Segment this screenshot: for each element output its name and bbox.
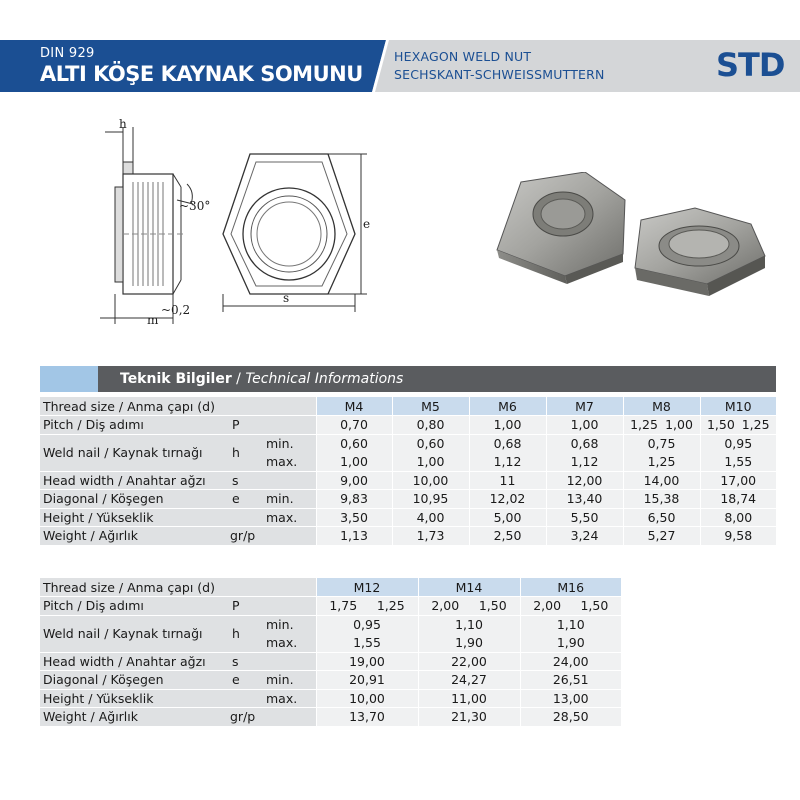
- spec-table-2: [40, 578, 621, 727]
- table-row-pitch: [40, 597, 621, 616]
- value-cell: 5,00: [469, 508, 546, 527]
- table-row-pitch: [40, 416, 776, 435]
- row-modifier: min.: [262, 490, 316, 509]
- standard-code: DIN 929: [40, 46, 95, 61]
- label-tolerance: ~0,2: [161, 303, 191, 317]
- value-cell: 13,00: [520, 689, 621, 708]
- size-cell: M12: [316, 578, 418, 597]
- value-cell: 20,91: [316, 671, 418, 690]
- row-modifier: min. max.: [262, 615, 316, 652]
- value-cell: 1,73: [392, 527, 469, 546]
- value-cell: 1,50 1,25: [700, 416, 776, 435]
- row-symbol: P: [226, 597, 262, 616]
- value-cell: 0,95 1,55: [316, 615, 418, 652]
- row-label: Thread size / Anma çapı (d): [40, 397, 316, 416]
- row-symbol: e: [226, 671, 262, 690]
- value-cell: 0,68 1,12: [469, 434, 546, 471]
- value-cell: 3,24: [546, 527, 623, 546]
- table-row-head-width: [40, 652, 621, 671]
- title-english: HEXAGON WELD NUT: [394, 49, 532, 64]
- value-cell: 1,25 1,00: [623, 416, 700, 435]
- value-cell: 0,60 1,00: [392, 434, 469, 471]
- table-row-weight: [40, 708, 621, 727]
- row-label: Diagonal / Köşegen: [40, 490, 226, 509]
- row-symbol: h: [226, 615, 262, 652]
- value-cell: 12,00: [546, 471, 623, 490]
- table-row-height: [40, 689, 621, 708]
- value-cell: 12,02: [469, 490, 546, 509]
- value-cell: 22,00: [418, 652, 520, 671]
- size-cell: M6: [469, 397, 546, 416]
- side-view: [100, 127, 193, 324]
- label-m: m: [147, 313, 159, 327]
- value-cell: 3,50: [316, 508, 392, 527]
- row-label: Diagonal / Köşegen: [40, 671, 226, 690]
- size-cell: M4: [316, 397, 392, 416]
- row-label: Weight / Ağırlık: [40, 708, 226, 727]
- row-modifier: min. max.: [262, 434, 316, 471]
- value-cell: 19,00: [316, 652, 418, 671]
- section-header: [40, 366, 776, 392]
- row-label: Weld nail / Kaynak tırnağı: [40, 615, 226, 652]
- value-cell: 26,51: [520, 671, 621, 690]
- page-title: ALTI KÖŞE KAYNAK SOMUNU: [40, 62, 363, 86]
- value-cell: 6,50: [623, 508, 700, 527]
- brand-logo-text: STD: [716, 46, 785, 84]
- value-cell: 21,30: [418, 708, 520, 727]
- row-label: Head width / Anahtar ağzı: [40, 652, 226, 671]
- spec-table-1: [40, 397, 776, 546]
- value-cell: 13,40: [546, 490, 623, 509]
- row-symbol: e: [226, 490, 262, 509]
- row-label: Thread size / Anma çapı (d): [40, 578, 316, 597]
- value-cell: 24,27: [418, 671, 520, 690]
- value-cell: 0,70: [316, 416, 392, 435]
- header-banner: [0, 40, 800, 92]
- product-photo: [485, 172, 770, 302]
- row-label: Pitch / Diş adımı: [40, 416, 226, 435]
- label-s: s: [283, 291, 290, 305]
- value-cell: 5,27: [623, 527, 700, 546]
- row-symbol: gr/p: [226, 708, 316, 727]
- row-label: Pitch / Diş adımı: [40, 597, 226, 616]
- value-cell: 10,95: [392, 490, 469, 509]
- table-row-diagonal: [40, 490, 776, 509]
- row-modifier: min.: [262, 671, 316, 690]
- row-label: Weld nail / Kaynak tırnağı: [40, 434, 226, 471]
- size-cell: M5: [392, 397, 469, 416]
- table-row-weight: [40, 527, 776, 546]
- size-cell: M14: [418, 578, 520, 597]
- brand-logo: [716, 46, 784, 84]
- table-row-sizes: [40, 578, 621, 597]
- value-cell: 0,75 1,25: [623, 434, 700, 471]
- row-label: Weight / Ağırlık: [40, 527, 226, 546]
- value-cell: 1,00: [469, 416, 546, 435]
- label-angle: ~30°: [179, 199, 211, 213]
- title-german: SECHSKANT-SCHWEISSMUTTERN: [394, 67, 605, 82]
- value-cell: 10,00: [392, 471, 469, 490]
- value-cell: 1,10 1,90: [520, 615, 621, 652]
- value-cell: 0,60 1,00: [316, 434, 392, 471]
- front-view: [223, 154, 367, 312]
- table-row-head-width: [40, 471, 776, 490]
- row-symbol: h: [226, 434, 262, 471]
- row-modifier: max.: [262, 689, 316, 708]
- value-cell: 0,68 1,12: [546, 434, 623, 471]
- row-symbol: s: [226, 471, 262, 490]
- row-symbol: s: [226, 652, 262, 671]
- row-modifier: max.: [262, 508, 316, 527]
- value-cell: 11,00: [418, 689, 520, 708]
- table-row-height: [40, 508, 776, 527]
- table-row-sizes: [40, 397, 776, 416]
- value-cell: 9,83: [316, 490, 392, 509]
- value-cell: 2,00 1,50: [520, 597, 621, 616]
- value-cell: 18,74: [700, 490, 776, 509]
- value-cell: 13,70: [316, 708, 418, 727]
- size-cell: M10: [700, 397, 776, 416]
- nut-photo-right: [635, 208, 765, 296]
- table-row-weld: [40, 615, 621, 652]
- value-cell: 24,00: [520, 652, 621, 671]
- technical-drawing: [95, 112, 395, 332]
- value-cell: 1,10 1,90: [418, 615, 520, 652]
- value-cell: 0,80: [392, 416, 469, 435]
- value-cell: 14,00: [623, 471, 700, 490]
- value-cell: 9,00: [316, 471, 392, 490]
- row-symbol: P: [226, 416, 262, 435]
- section-title: Teknik Bilgiler / Technical Informations: [120, 371, 404, 387]
- value-cell: 8,00: [700, 508, 776, 527]
- value-cell: 10,00: [316, 689, 418, 708]
- size-cell: M7: [546, 397, 623, 416]
- value-cell: 1,75 1,25: [316, 597, 418, 616]
- label-h: h: [119, 117, 127, 131]
- value-cell: 4,00: [392, 508, 469, 527]
- value-cell: 28,50: [520, 708, 621, 727]
- value-cell: 9,58: [700, 527, 776, 546]
- row-symbol: gr/p: [226, 527, 316, 546]
- size-cell: M8: [623, 397, 700, 416]
- value-cell: 1,13: [316, 527, 392, 546]
- row-label: Head width / Anahtar ağzı: [40, 471, 226, 490]
- table-row-diagonal: [40, 671, 621, 690]
- value-cell: 0,95 1,55: [700, 434, 776, 471]
- value-cell: 2,50: [469, 527, 546, 546]
- row-label: Height / Yükseklik: [40, 689, 226, 708]
- row-label: Height / Yükseklik: [40, 508, 226, 527]
- value-cell: 1,00: [546, 416, 623, 435]
- value-cell: 2,00 1,50: [418, 597, 520, 616]
- value-cell: 15,38: [623, 490, 700, 509]
- value-cell: 17,00: [700, 471, 776, 490]
- section-header-accent: [40, 366, 98, 392]
- value-cell: 5,50: [546, 508, 623, 527]
- table-row-weld: [40, 434, 776, 471]
- value-cell: 11: [469, 471, 546, 490]
- label-e: e: [363, 217, 371, 231]
- nut-photo-left: [497, 172, 625, 284]
- size-cell: M16: [520, 578, 621, 597]
